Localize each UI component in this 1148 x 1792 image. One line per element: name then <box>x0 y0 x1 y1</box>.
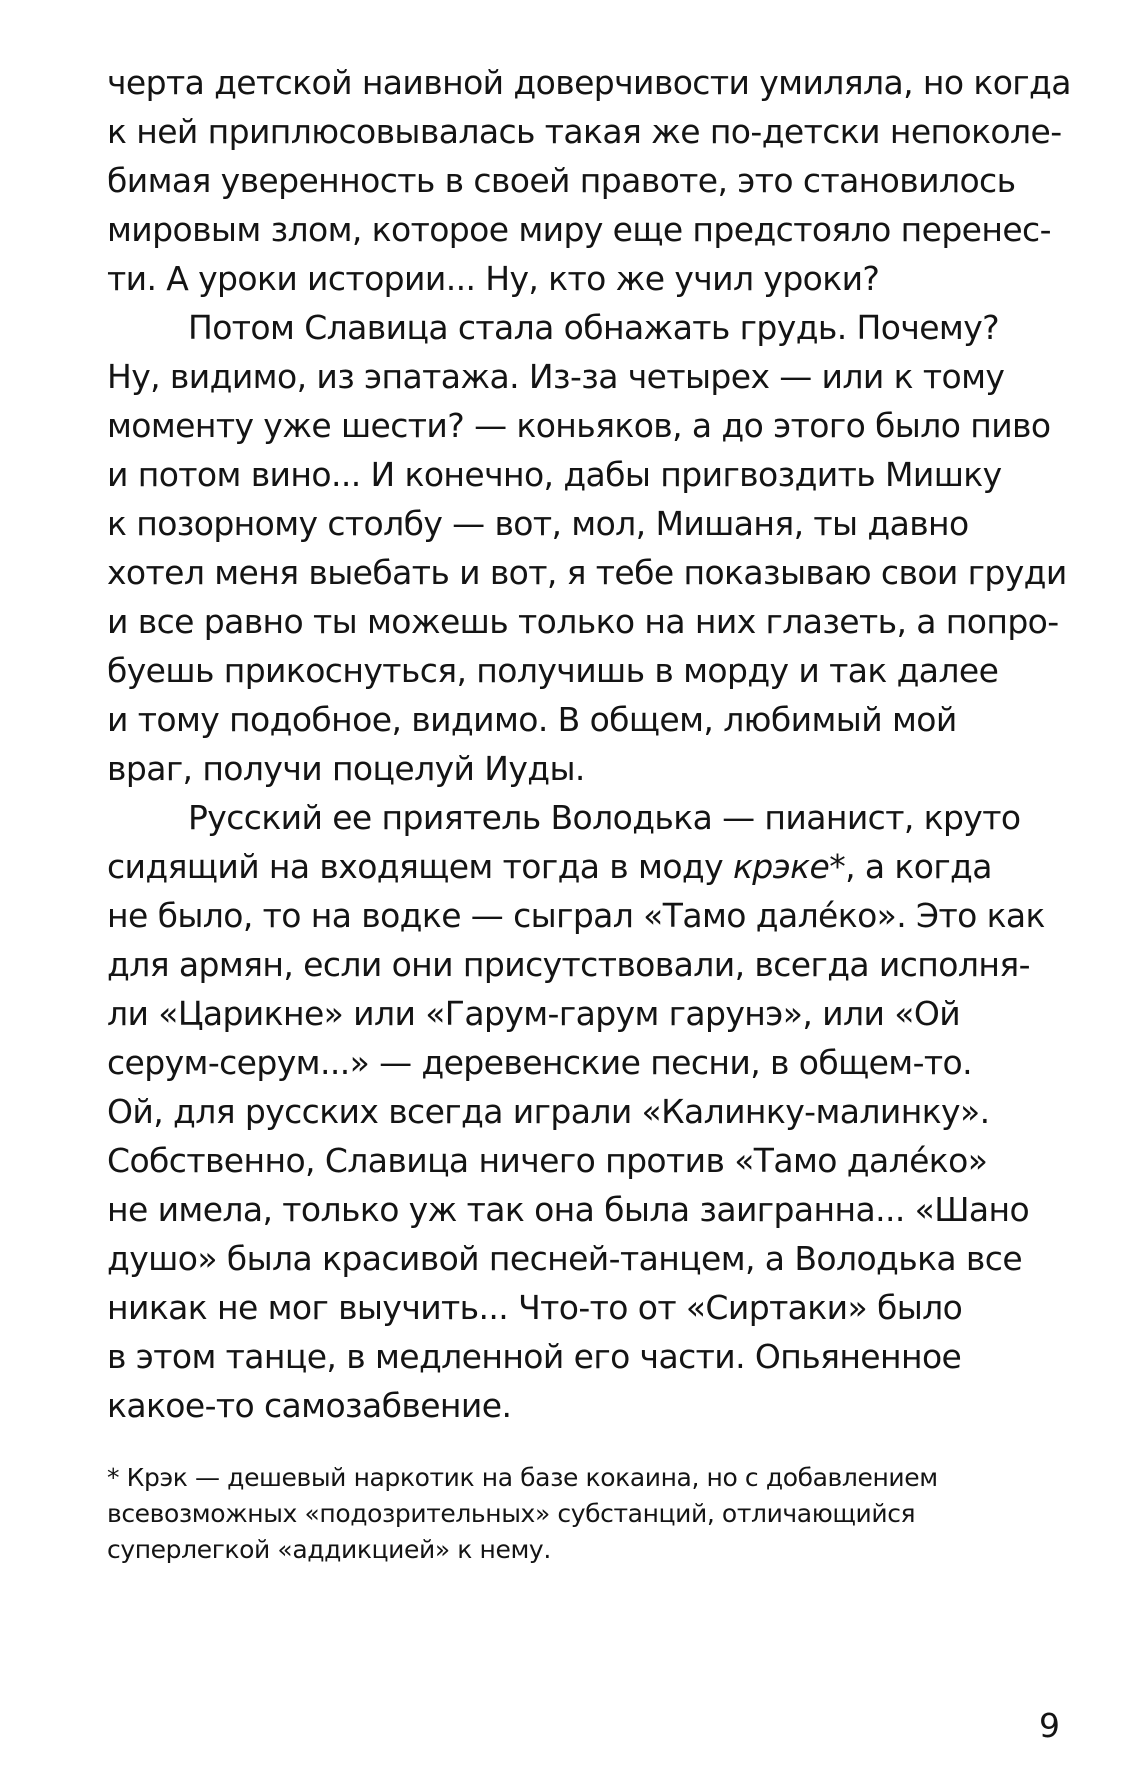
footnote-line: * Крэк — дешевый наркотик на базе кокаина, но с добавлением <box>107 1463 938 1492</box>
text-line <box>107 842 1067 891</box>
text-line: и все равно ты можешь только на них глазеть, а попро- <box>107 602 1059 641</box>
main-text <box>107 58 1071 1430</box>
text-line: ли «Царикне» или «Гарум-гарум гарунэ», или «Ой <box>107 994 961 1033</box>
text-segment: сидящий на входящем тогда в моду <box>107 847 733 886</box>
text-line: и потом вино... И конечно, дабы пригвоздить Мишку <box>107 455 1002 494</box>
text-line: для армян, если они присутствовали, всегда исполня- <box>107 945 1030 984</box>
text-line: к позорному столбу — вот, мол, Мишаня, ты давно <box>107 504 969 543</box>
text-line: серум-серум...» — деревенские песни, в общем-то. <box>107 1043 972 1082</box>
text-line: не имела, только уж так она была заигранна... «Шано <box>107 1190 1030 1229</box>
text-line: Потом Славица стала обнажать грудь. Почему? <box>188 308 1000 347</box>
footnote <box>107 1460 1067 1568</box>
text-line: хотел меня выебать и вот, я тебе показываю свои груди <box>107 553 1067 592</box>
text-line: враг, получи поцелуй Иуды. <box>107 749 585 788</box>
text-line: в этом танце, в медленной его части. Опьяненное <box>107 1337 962 1376</box>
footnote-marker: *, а когда <box>829 847 992 886</box>
italic-term: крэке <box>732 847 830 886</box>
page-number: 9 <box>1039 1706 1060 1745</box>
text-line: к ней приплюсовывалась такая же по-детски непоколе- <box>107 112 1062 151</box>
text-line: буешь прикоснуться, получишь в морду и так далее <box>107 651 999 690</box>
text-line: моменту уже шести? — коньяков, а до этого было пиво <box>107 406 1051 445</box>
text-line: Собственно, Славица ничего против «Тамо далéко» <box>107 1141 988 1180</box>
text-line: никак не мог выучить... Что-то от «Сиртаки» было <box>107 1288 963 1327</box>
text-line: какое-то самозабвение. <box>107 1386 512 1425</box>
footnote-line: всевозможных «подозрительных» субстанций, отличающийся <box>107 1499 916 1528</box>
text-line: черта детской наивной доверчивости умиляла, но когда <box>107 63 1071 102</box>
text-line: бимая уверенность в своей правоте, это становилось <box>107 161 1016 200</box>
text-line: и тому подобное, видимо. В общем, любимый мой <box>107 700 957 739</box>
footnote-line: суперлегкой «аддикцией» к нему. <box>107 1535 551 1564</box>
text-line: Русский ее приятель Володька — пианист, круто <box>188 798 1021 837</box>
text-line: Ой, для русских всегда играли «Калинку-малинку». <box>107 1092 990 1131</box>
text-line: Ну, видимо, из эпатажа. Из-за четырех — или к тому <box>107 357 1005 396</box>
text-line: мировым злом, которое миру еще предстояло перенес- <box>107 210 1051 249</box>
text-line: душо» была красивой песней-танцем, а Володька все <box>107 1239 1023 1278</box>
text-line: ти. А уроки истории... Ну, кто же учил уроки? <box>107 259 880 298</box>
text-line: не было, то на водке — сыграл «Тамо далéко». Это как <box>107 896 1045 935</box>
